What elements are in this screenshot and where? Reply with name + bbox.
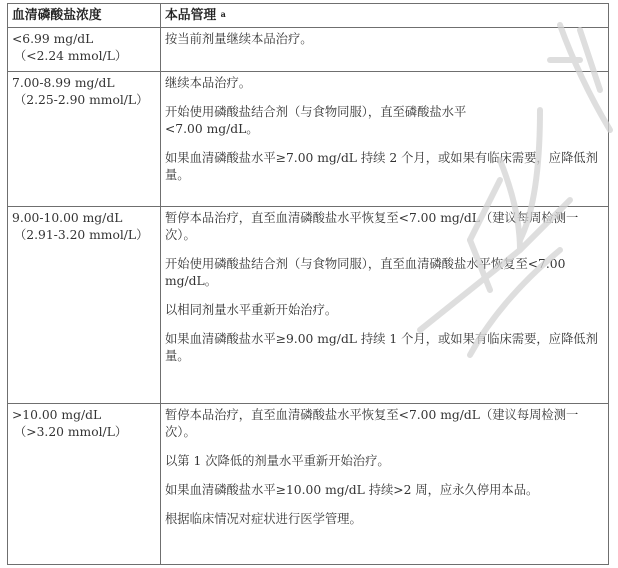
concentration-mmol: （>3.20 mmol/L） bbox=[14, 425, 128, 439]
management-paragraph: 如果血清磷酸盐水平≥9.00 mg/dL 持续 1 个月，或如果有临床需要，应降低剂量。 bbox=[165, 332, 598, 363]
concentration-mgdl: 7.00-8.99 mg/dL bbox=[12, 76, 115, 90]
management-paragraph: 如果血清磷酸盐水平≥7.00 mg/dL 持续 2 个月，或如果有临床需要，应降低剂量。 bbox=[165, 151, 598, 182]
management-paragraph: 暂停本品治疗，直至血清磷酸盐水平恢复至<7.00 mg/dL（建议每周检测一次）。 bbox=[165, 408, 579, 439]
footnote-marker: a bbox=[220, 9, 226, 19]
table-row bbox=[8, 404, 609, 565]
concentration-mgdl: >10.00 mg/dL bbox=[12, 408, 102, 422]
concentration-cell bbox=[8, 207, 161, 404]
management-paragraph: 继续本品治疗。 bbox=[165, 76, 252, 90]
header-management-label: 本品管理 bbox=[165, 8, 217, 23]
concentration-cell bbox=[8, 72, 161, 207]
concentration-cell bbox=[8, 28, 161, 72]
table-row bbox=[8, 207, 609, 404]
management-cell bbox=[161, 28, 609, 72]
concentration-mmol: （2.91-3.20 mmol/L） bbox=[14, 228, 149, 242]
table-header-row bbox=[8, 4, 609, 28]
management-cell bbox=[161, 72, 609, 207]
concentration-mmol: （2.25-2.90 mmol/L） bbox=[14, 93, 149, 107]
header-drug-management bbox=[161, 4, 609, 28]
concentration-mmol: （<2.24 mmol/L） bbox=[14, 49, 128, 63]
management-paragraph: 以第 1 次降低的剂量水平重新开始治疗。 bbox=[165, 454, 390, 468]
concentration-cell bbox=[8, 404, 161, 565]
management-paragraph: 按当前剂量继续本品治疗。 bbox=[165, 32, 313, 46]
management-cell bbox=[161, 207, 609, 404]
management-paragraph: 根据临床情况对症状进行医学管理。 bbox=[165, 512, 362, 526]
management-paragraph: 以相同剂量水平重新开始治疗。 bbox=[165, 303, 338, 317]
concentration-mgdl: 9.00-10.00 mg/dL bbox=[12, 211, 123, 225]
management-paragraph: 开始使用磷酸盐结合剂（与食物同服），直至血清磷酸盐水平恢复至<7.00 mg/dL。 bbox=[165, 257, 566, 288]
table-row bbox=[8, 28, 609, 72]
concentration-mgdl: <6.99 mg/dL bbox=[12, 32, 94, 46]
management-paragraph: 开始使用磷酸盐结合剂（与食物同服），直至磷酸盐水平<7.00 mg/dL。 bbox=[165, 105, 467, 136]
management-cell bbox=[161, 404, 609, 565]
phosphate-dose-management-table bbox=[7, 3, 609, 565]
management-paragraph: 如果血清磷酸盐水平≥10.00 mg/dL 持续>2 周，应永久停用本品。 bbox=[165, 483, 539, 497]
table-row bbox=[8, 72, 609, 207]
header-serum-phosphate-concentration: 血清磷酸盐浓度 bbox=[8, 4, 161, 28]
management-paragraph: 暂停本品治疗，直至血清磷酸盐水平恢复至<7.00 mg/dL（建议每周检测一次）。 bbox=[165, 211, 579, 242]
